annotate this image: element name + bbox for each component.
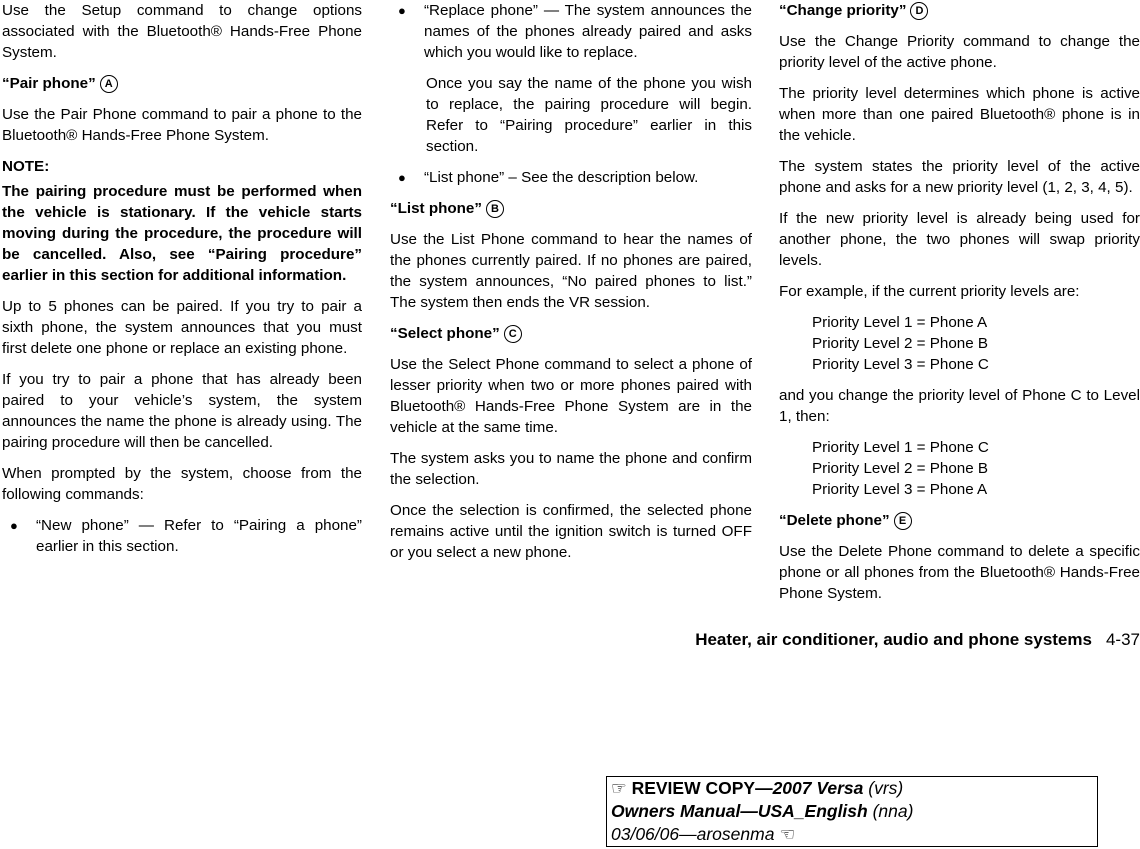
priority-after-list	[779, 437, 1140, 500]
change-priority-text-1: Use the Change Priority command to change the priority level of the active phone.	[779, 33, 1140, 71]
pair-phone-title: “Pair phone”	[2, 75, 96, 92]
delete-phone-title: “Delete phone”	[779, 512, 890, 529]
bullet-icon: ●	[398, 170, 406, 185]
column-left	[2, 0, 362, 567]
callout-b-marker: B	[486, 200, 504, 218]
list-item	[390, 0, 752, 63]
pair-phone-text: Use the Pair Phone command to pair a phone to the Bluetooth® Hands-Free Phone System.	[2, 106, 362, 144]
callout-e-marker: E	[894, 512, 912, 530]
select-phone-text-2: The system asks you to name the phone and confirm the selection.	[390, 450, 752, 488]
already-paired-paragraph: If you try to pair a phone that has already been paired to your vehicle’s system, the system announces the name the phone is already using. The pairing procedure will then be cancelled.	[2, 371, 362, 451]
intro-paragraph: Use the Setup command to change options associated with the Bluetooth® Hands-Free Phone System.	[2, 2, 362, 61]
commands-list-continued	[390, 0, 752, 63]
select-phone-text-3: Once the selection is confirmed, the selected phone remains active until the ignition switch is turned OFF or you select a new phone.	[390, 502, 752, 561]
note-text: The pairing procedure must be performed when the vehicle is stationary. If the vehicle starts moving during the procedure, the procedure will be cancelled. Also, see “Pairing procedure” earlier in this section for additional information.	[2, 183, 362, 284]
review-line-3	[611, 823, 1097, 846]
model-code: (vrs)	[863, 778, 904, 798]
commands-list-end	[390, 167, 752, 188]
pair-phone-heading	[2, 73, 362, 94]
list-phone-heading	[390, 198, 752, 219]
replace-phone-item: “Replace phone” — The system announces the names of the phones already paired and asks which you would like to replace.	[424, 2, 752, 61]
review-line-1	[611, 777, 1097, 800]
callout-d-marker: D	[910, 2, 928, 20]
select-phone-title: “Select phone”	[390, 325, 500, 342]
list-item: Priority Level 2 = Phone B	[812, 335, 989, 352]
list-item: Priority Level 1 = Phone C	[812, 439, 989, 456]
list-item: Priority Level 3 = Phone C	[812, 356, 989, 373]
change-priority-text-3: The system states the priority level of the active phone and asks for a new priority level (1, 2, 3, 4, 5).	[779, 158, 1140, 196]
callout-c-marker: C	[504, 325, 522, 343]
list-item	[2, 515, 362, 557]
pointing-hand-icon: ☞	[611, 778, 627, 798]
section-title: Heater, air conditioner, audio and phone systems	[695, 630, 1092, 649]
column-middle	[390, 0, 752, 573]
delete-phone-text: Use the Delete Phone command to delete a specific phone or all phones from the Bluetooth® Hands-Free Phone System.	[779, 543, 1140, 602]
select-phone-heading	[390, 323, 752, 344]
list-phone-title: “List phone”	[390, 200, 482, 217]
commands-list	[2, 515, 362, 557]
list-item	[390, 167, 752, 188]
manual-name: Owners Manual—USA_English	[611, 801, 868, 821]
delete-phone-heading	[779, 510, 1140, 531]
select-phone-text-1: Use the Select Phone command to select a phone of lesser priority when two or more phones paired with Bluetooth® Hands-Free Phone System are in the vehicle at the same time.	[390, 356, 752, 436]
change-priority-heading	[779, 0, 1140, 21]
change-priority-title: “Change priority”	[779, 2, 907, 19]
new-phone-item: “New phone” — Refer to “Pairing a phone” earlier in this section.	[36, 517, 362, 555]
page-number: 4-37	[1105, 630, 1140, 649]
model-name: 2007 Versa	[772, 778, 864, 798]
note-label: NOTE:	[2, 158, 50, 175]
list-phone-text: Use the List Phone command to hear the names of the phones currently paired. If no phones are paired, the system announces, “No paired phones to list.” The system then ends the VR session.	[390, 231, 752, 311]
priority-before-list	[779, 312, 1140, 375]
change-priority-text-6: and you change the priority level of Phone C to Level 1, then:	[779, 387, 1140, 425]
commands-intro-paragraph: When prompted by the system, choose from the following commands:	[2, 465, 362, 503]
page-footer	[600, 630, 1140, 650]
review-date-author: 03/06/06—arosenma	[611, 824, 775, 844]
manual-code: (nna)	[867, 801, 914, 821]
list-item: Priority Level 1 = Phone A	[812, 314, 988, 331]
bullet-icon: ●	[398, 3, 406, 18]
review-copy-box	[606, 776, 1098, 847]
list-item: Priority Level 2 = Phone B	[812, 460, 989, 477]
change-priority-text-2: The priority level determines which phone is active when more than one paired Bluetooth® phone is in the vehicle.	[779, 85, 1140, 144]
change-priority-text-4: If the new priority level is already being used for another phone, the two phones will swap priority levels.	[779, 210, 1140, 269]
review-line-2	[611, 800, 1097, 823]
column-right	[779, 0, 1140, 614]
bullet-icon: ●	[10, 518, 18, 533]
list-phone-item: “List phone” – See the description below.	[424, 169, 699, 186]
callout-a-marker: A	[100, 75, 118, 93]
replace-detail-paragraph: Once you say the name of the phone you wish to replace, the pairing procedure will begin. Refer to “Pairing procedure” earlier in this section.	[426, 75, 752, 155]
review-label: REVIEW COPY—	[631, 778, 773, 798]
pairing-limit-paragraph: Up to 5 phones can be paired. If you try to pair a sixth phone, the system announces that you must first delete one phone or replace an existing phone.	[2, 298, 362, 357]
pointing-hand-left-icon: ☜	[779, 824, 796, 844]
list-item: Priority Level 3 = Phone A	[812, 481, 988, 498]
change-priority-text-5: For example, if the current priority levels are:	[779, 283, 1080, 300]
